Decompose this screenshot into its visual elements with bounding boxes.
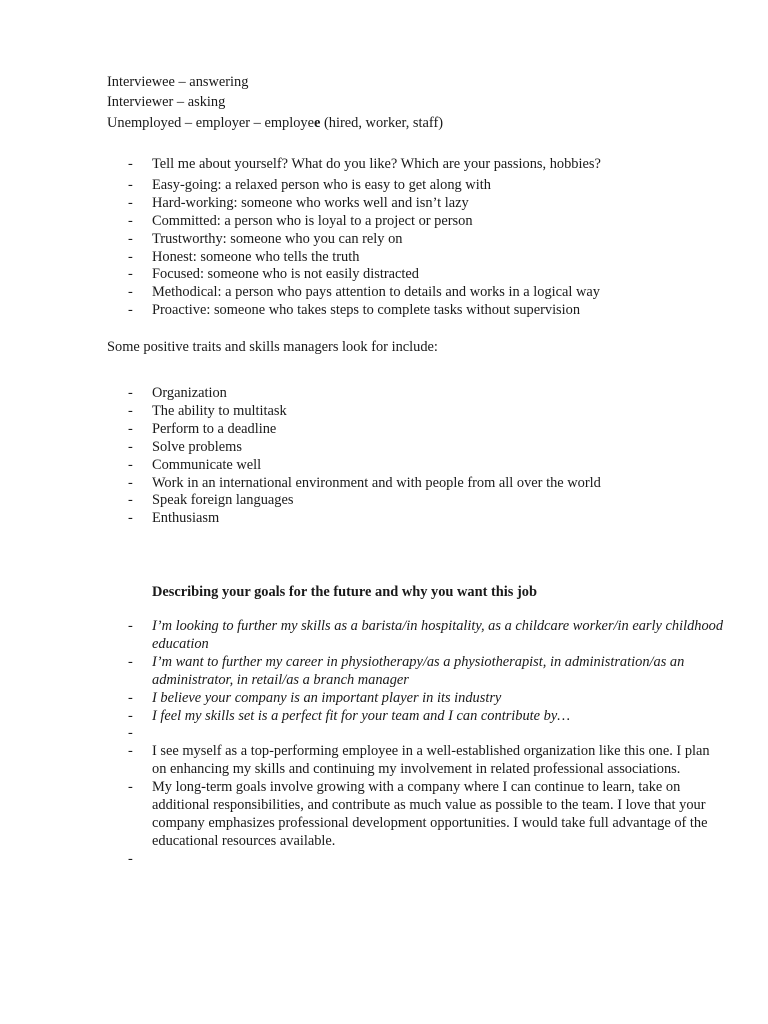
list-item: [107, 302, 727, 320]
bullet-dash: -: [128, 707, 133, 724]
list-item-text: Trustworthy: someone who you can rely on: [152, 230, 403, 247]
list-item: [107, 743, 725, 779]
list-item-text: Organization: [152, 385, 227, 401]
bullet-dash: -: [128, 456, 133, 473]
bullet-dash: -: [128, 194, 133, 211]
list-item: [107, 156, 727, 174]
list-item: [107, 213, 727, 231]
list-item-text: My long-term goals involve growing with a company where I can continue to learn, take on additional responsibilities, and contribute as much value as possible to the team. I love that your company emphasizes professional development opportunities. I would take full advantage of the educational resources available.: [152, 779, 708, 849]
list-item: [107, 779, 725, 851]
employment-prefix: Unemployed – employer – employe: [107, 114, 315, 131]
list-item-text: Speak foreign languages: [152, 492, 294, 509]
list-item: [107, 708, 725, 726]
list-item-text: I’m looking to further my skills as a barista/in hospitality, as a childcare worker/in early childhood education: [152, 618, 724, 652]
bullet-dash: -: [128, 438, 133, 455]
intro-line-employment: [107, 113, 728, 133]
goals-list: [107, 618, 725, 869]
bullet-dash: -: [128, 474, 133, 491]
goals-heading-block: [152, 582, 728, 602]
list-item-text: The ability to multitask: [152, 402, 287, 419]
employment-suffix: (hired, worker, staff): [320, 114, 444, 131]
bullet-dash: -: [128, 266, 133, 283]
list-item: [107, 421, 727, 439]
list-item-text: Perform to a deadline: [152, 420, 277, 437]
list-item: [107, 475, 727, 493]
list-item: [107, 385, 727, 403]
list-item-text: Tell me about yourself? What do you like? Which are your passions, hobbies?: [152, 156, 601, 172]
bullet-dash: -: [128, 248, 133, 265]
traits-list: [107, 156, 727, 320]
list-item: [107, 690, 725, 708]
bullet-dash: -: [128, 156, 133, 172]
list-item: [107, 851, 725, 869]
vocabulary-intro: [107, 72, 728, 133]
bullet-dash: -: [128, 492, 133, 509]
bullet-dash: -: [128, 850, 133, 867]
list-item: [107, 725, 725, 743]
bullet-dash: -: [128, 402, 133, 419]
list-item-text: Solve problems: [152, 438, 242, 455]
list-item: [107, 439, 727, 457]
list-item-text: Honest: someone who tells the truth: [152, 248, 360, 265]
goals-heading: Describing your goals for the future and why you want this job: [152, 584, 537, 600]
bullet-dash: -: [128, 653, 133, 670]
list-item: [107, 457, 727, 475]
bullet-dash: -: [128, 212, 133, 229]
bullet-dash: -: [128, 302, 133, 319]
list-item-text: I see myself as a top-performing employee in a well-established organization like this one. I plan on enhancing my skills and continuing my involvement in related professional associations.: [152, 743, 710, 778]
list-item: [107, 195, 727, 213]
list-item-text: Committed: a person who is loyal to a project or person: [152, 212, 473, 229]
list-item: [107, 492, 727, 510]
list-item-text: Focused: someone who is not easily distracted: [152, 266, 419, 283]
bullet-dash: -: [128, 510, 133, 527]
bullet-dash: -: [128, 725, 133, 742]
skills-list: [107, 385, 727, 528]
bullet-dash: -: [128, 284, 133, 301]
list-item: [107, 510, 727, 528]
bullet-dash: -: [128, 689, 133, 706]
list-item: [107, 231, 727, 249]
bullet-dash: -: [128, 385, 133, 401]
bullet-dash: -: [128, 176, 133, 193]
skills-intro: [107, 337, 728, 357]
list-item-text: Easy-going: a relaxed person who is easy to get along with: [152, 176, 491, 193]
intro-line-interviewer: Interviewer – asking: [107, 94, 226, 111]
bullet-dash: -: [128, 230, 133, 247]
bullet-dash: -: [128, 779, 133, 796]
list-item: [107, 266, 727, 284]
list-item-text: Communicate well: [152, 456, 262, 473]
list-item: [107, 618, 725, 654]
list-item-text: Proactive: someone who takes steps to complete tasks without supervision: [152, 302, 581, 319]
list-item-text: Hard-working: someone who works well and isn’t lazy: [152, 194, 469, 211]
list-item-text: I feel my skills set is a perfect fit for your team and I can contribute by…: [152, 707, 571, 724]
list-item-text: I’m want to further my career in physiotherapy/as a physiotherapist, in administration/as an administrator, in retail/as a branch manager: [152, 653, 685, 688]
list-item-text: Enthusiasm: [152, 510, 220, 527]
list-item: [107, 177, 727, 195]
employment-bold-letter: e: [314, 114, 321, 131]
list-item: [107, 654, 725, 690]
list-item: [107, 284, 727, 302]
list-item-text: I believe your company is an important player in its industry: [152, 689, 502, 706]
bullet-dash: -: [128, 618, 133, 634]
bullet-dash: -: [128, 420, 133, 437]
list-item: [107, 249, 727, 267]
skills-intro-text: Some positive traits and skills managers look for include:: [107, 339, 438, 355]
list-item-text: Methodical: a person who pays attention to details and works in a logical way: [152, 284, 600, 301]
intro-line-interviewee: Interviewee – answering: [107, 74, 249, 90]
list-item-text: Work in an international environment and with people from all over the world: [152, 474, 601, 491]
list-item: [107, 403, 727, 421]
bullet-dash: -: [128, 743, 133, 760]
